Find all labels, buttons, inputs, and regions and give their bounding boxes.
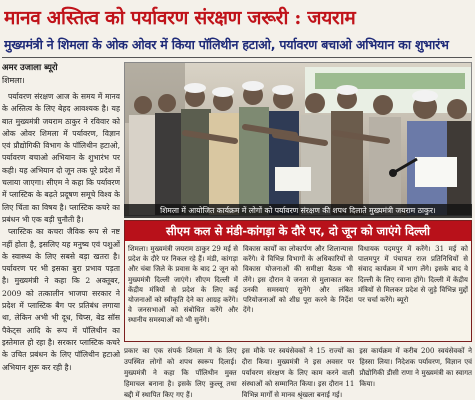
body-paragraph: पर्यावरण संरक्षण आज के समय में मानव के अस्तित्व के लिए बेहद आवश्यक है। यह बात मुख्यमंत्री जयराम ठाकुर ने रविवार को ओक ओवर शिमला में पर्यावरण, विज्ञान एवं प्रौद्योगिकी विभाग के पॉलिथीन हटाओ, पर्यावरण बचाओ अभियान के शुभारंभ पर कही। यह अभियान दो जून तक पूरे प्रदेश में चलाया जाएगा। सीएम ने कहा कि पर्यावरण में प्लास्टिक के बढ़ते प्रदूषण समूचे विश्व के लिए चिंता का विषय है। प्लास्टिक कचरे का प्रबंधन भी एक बड़ी चुनौती है।	[2, 92, 120, 224]
article-headline-block	[4, 4, 472, 34]
article-body-column	[2, 62, 120, 398]
headline: मानव अस्तित्व को पर्यावरण संरक्षण जरूरी : जयराम	[4, 7, 356, 29]
sidebar-column: विकास कार्यों का लोकार्पण और शिलान्यास करेंगे। वे विभिन्न विभागों के अधिकारियों से विकास योजनाओं की समीक्षा बैठक भी लेंगे। इस दौरान वे जनता से मुलाकात कर उनकी समस्याएं सुनेंगे और लंबित परियोजनाओं को शीघ्र पूरा करने के निर्देश देंगे।	[243, 245, 353, 315]
article-body	[2, 91, 120, 374]
bottom-column: इस कार्यक्रम में करीब 200 स्वयंसेवकों ने हिस्सा लिया। निदेशक पर्यावरण, विज्ञान एवं प्रौद्योगिकी डीसी राणा ने मुख्यमंत्री का स्वागत किया।	[359, 347, 472, 388]
divider	[2, 57, 472, 58]
photo-illustration	[125, 63, 472, 216]
sidebar-columns	[125, 241, 471, 326]
sidebar-column: विधायक पदमपुर में करेंगे। 31 मई को पालमपुर में पंचायत राज प्रतिनिधियों से संवाद कार्यक्रम में भाग लेंगे। इसके बाद वे दिल्ली के लिए रवाना होंगे। दिल्ली में केंद्रीय मंत्रियों से मिलकर प्रदेश से जुड़े विभिन्न मुद्दों पर चर्चा करेंगे। ब्यूरो	[358, 245, 468, 305]
byline: अमर उजाला ब्यूरो	[2, 63, 58, 73]
dateline: शिमला।	[2, 76, 25, 85]
bottom-story	[124, 346, 472, 400]
sidebar-story	[124, 220, 472, 342]
bottom-column: इस मौके पर स्वयंसेवकों ने 15 राज्यों का दौरा किया। मुख्यमंत्री ने इस अवसर पर पर्यावरण संरक्षण के लिए काम करने वाली संस्थाओं को सम्मानित किया। इस दौरान 11 विभिन्न मार्गों से मानव श्रृंखला बनाई गई।	[241, 347, 355, 399]
subheadline: मुख्यमंत्री ने शिमला के ओक ओवर में किया पॉलिथीन हटाओ, पर्यावरण बचाओ अभियान का शुभारंभ	[4, 37, 449, 52]
photo-caption: शिमला में आयोजित कार्यक्रम में लोगों को पर्यावरण संरक्षण की शपथ दिलाते मुख्यमंत्री जयराम ठाकुर।	[124, 204, 472, 218]
bottom-column: प्रकार का एक संपर्क शिमला में के लिए उपस्थित लोगों को शपथ स्वरूप दिलाई। मुख्यमंत्री ने कहा कि पॉलिथीन मुक्त हिमाचल बनाना है। इसके लिए कुल्लू तथा बद्दी में स्थापित किए गए हैं।	[124, 347, 237, 399]
body-paragraph: प्लास्टिक का कचरा जैविक रूप से नष्ट नहीं होता है, इसलिए यह मनुष्य एवं पशुओं के स्वास्थ्य के लिए सबसे बड़ा खतरा है। पर्यावरण पर भी इसका बुरा प्रभाव पड़ता है। मुख्यमंत्री ने कहा कि 2 अक्तूबर, 2009 को तत्कालीन भाजपा सरकार ने प्रदेश में प्लास्टिक बैग पर प्रतिबंध लगाया था, लेकिन अभी भी दूध, चिप्स, बेड सॉस पैकेट्स आदि के रूप में पॉलिथीन का इस्तेमाल हो रहा है। सरकार प्लास्टिक कचरे के उचित प्रबंधन के लिए पॉलिथीन हटाओ अभियान शुरू कर रही है।	[2, 227, 120, 372]
sidebar-column: शिमला। मुख्यमंत्री जयराम ठाकुर 29 मई से प्रदेश के दौरे पर निकल रहे हैं। मंडी, कांगड़ा और चंबा जिले के प्रवास के बाद 2 जून को मुख्यमंत्री दिल्ली जाएंगे। सीएम दिल्ली में केंद्रीय मंत्रियों से प्रदेश के लिए कई योजनाओं को स्वीकृति देने का आग्रह करेंगे। वे जनसभाओं को संबोधित करेंगे और स्थानीय समस्याओं को भी सुनेंगे।	[128, 245, 238, 325]
sidebar-headline: सीएम कल से मंडी-कांगड़ा के दौरे पर, दो जून को जाएंगे दिल्ली	[125, 221, 471, 241]
news-photo	[124, 62, 472, 216]
